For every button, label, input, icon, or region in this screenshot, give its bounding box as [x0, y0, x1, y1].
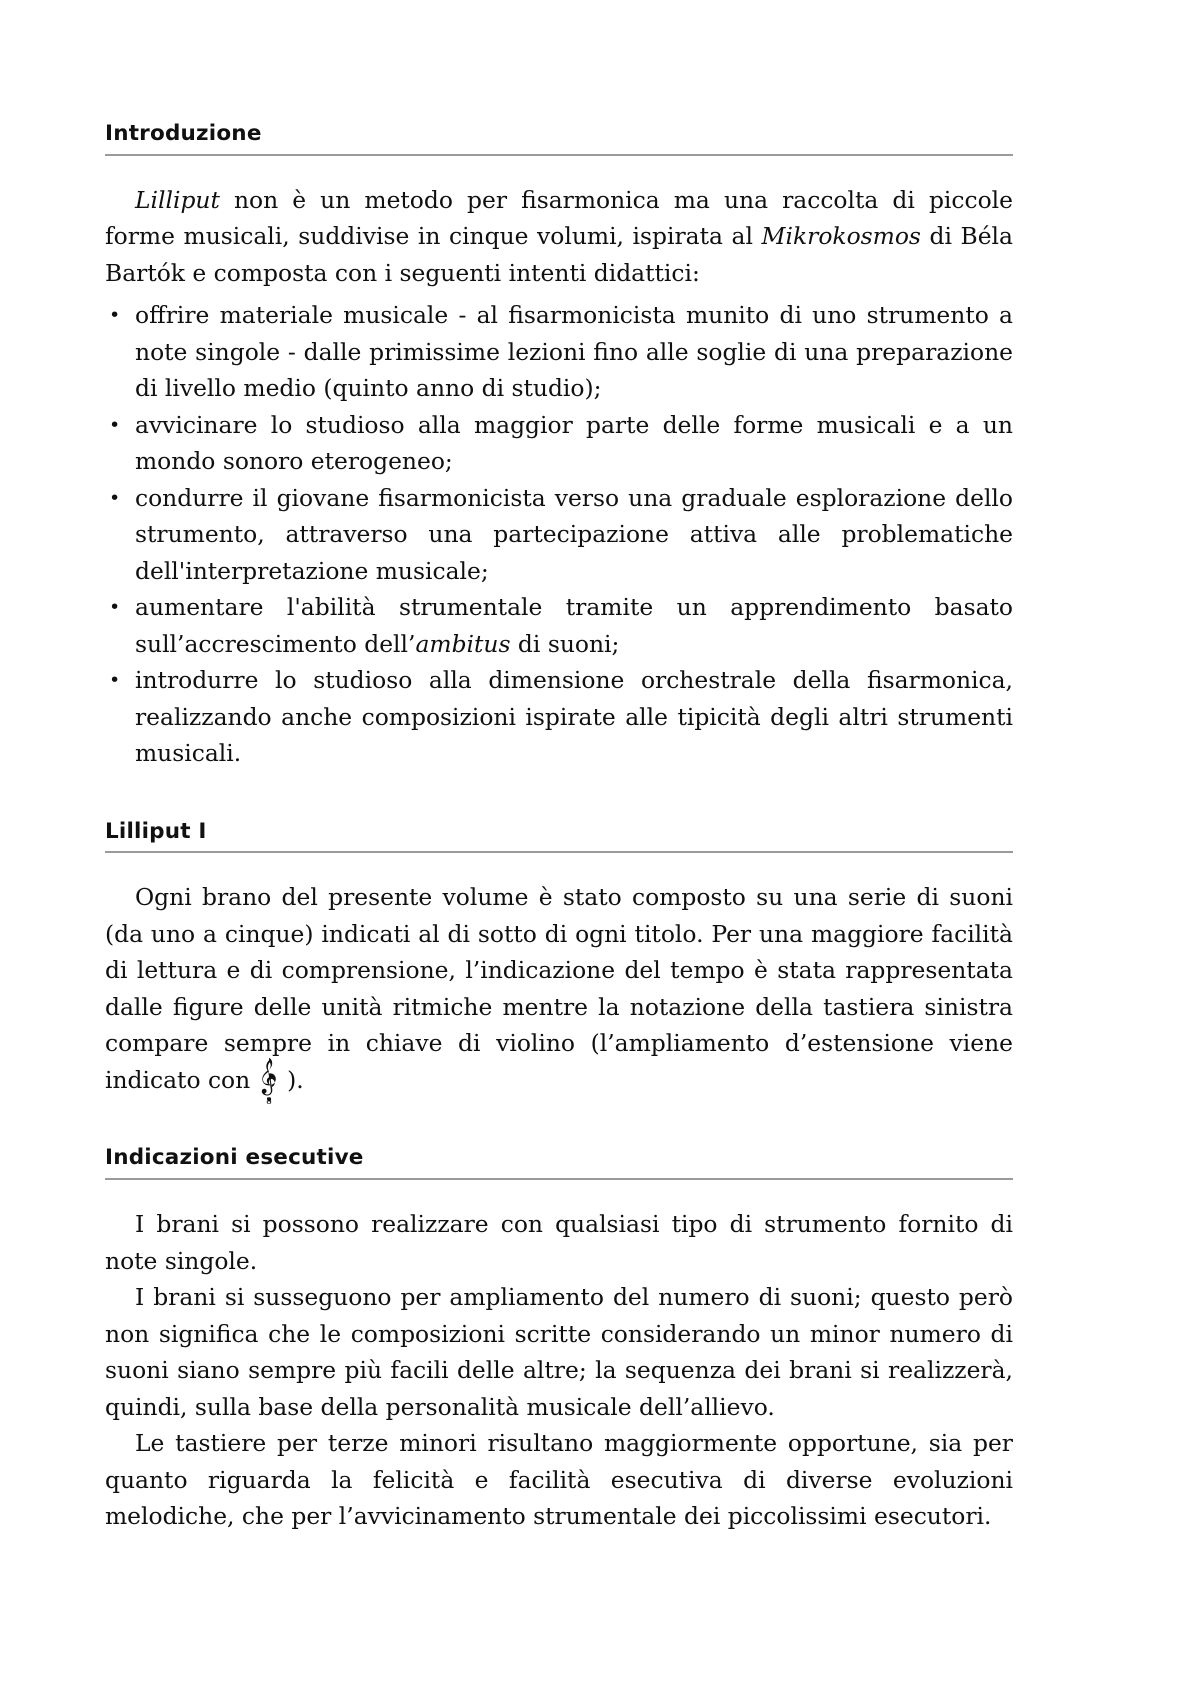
heading-lilliput-i: Lilliput I: [105, 820, 1013, 854]
spacer: [105, 1098, 1013, 1132]
heading-indicazioni-esecutive: Indicazioni esecutive: [105, 1146, 1013, 1180]
list-item-text: offrire materiale musicale - al fisarmonicista munito di uno strumento a note singole - dalle primissime lezioni fino alle soglie di una preparazione di livello medio (quinto anno di studio);: [135, 301, 1013, 403]
bullet-icon: •: [109, 669, 121, 692]
list-item-text-part-1: aumentare l'abilità strumentale tramite un apprendimento basato sull’accrescimento dell’: [135, 593, 1013, 658]
list-item-text: introdurre lo studioso alla dimensione orchestrale della fisarmonica, realizzando anche composizioni ispirate alle tipicità degli altri strumenti musicali.: [135, 666, 1013, 768]
bullet-icon: •: [109, 486, 121, 509]
list-item-text-part-2: di suoni;: [510, 629, 620, 658]
spacer: [105, 853, 1013, 879]
list-item-offrire: [105, 297, 1013, 407]
list-item-text: condurre il giovane fisarmonicista verso una graduale esplorazione dello strumento, attraverso una partecipazione attiva alle problematiche dell'interpretazione musicale;: [135, 483, 1013, 585]
bullet-icon: •: [109, 413, 121, 436]
heading-introduzione: Introduzione: [105, 122, 1013, 156]
list-item-text: avvicinare lo studioso alla maggior parte delle forme musicali e a un mondo sonoro eterogeneo;: [135, 410, 1013, 476]
lilliput-text-after-clef: ).: [279, 1065, 304, 1094]
italic-ambitus: ambitus: [415, 629, 511, 658]
paragraph-indicazioni-1: I brani si possono realizzare con qualsiasi tipo di strumento fornito di note singole.: [105, 1210, 1013, 1275]
list-item-introdurre: [105, 662, 1013, 772]
list-item-avvicinare: [105, 407, 1013, 480]
page-content: [105, 122, 1013, 1535]
intro-text-part-1: non è un metodo per fisarmonica ma una raccolta di piccole forme musicali, suddivise in cinque volumi, ispirata al: [105, 185, 1013, 251]
paragraph-indicazioni-3: Le tastiere per terze minori risultano maggiormente opportune, sia per quanto riguarda la felicità e facilità esecutiva di diverse evoluzioni melodiche, che per l’avvicinamento strumentale dei piccolissimi esecutori.: [105, 1429, 1013, 1531]
lilliput-text-before-clef: Ogni brano del presente volume è stato composto su una serie di suoni (da uno a cinque) indicati al di sotto di ogni titolo. Per una maggiore facilità di lettura e di comprensione, l’indicazione del tempo è stata rappresentata dalle figure delle unità ritmiche mentre la notazione della tastiera sinistra compare sempre in chiave di violino (l’ampliamento d’estensione viene indicato con: [105, 883, 1013, 1094]
intent-bullet-list: [105, 297, 1013, 772]
list-item-aumentare: [105, 589, 1013, 662]
list-item-condurre: [105, 480, 1013, 590]
spacer: [105, 1180, 1013, 1206]
paragraph-lilliput-i: [105, 879, 1013, 1104]
spacer: [105, 806, 1013, 820]
spacer: [105, 156, 1013, 182]
intro-text-part-2: di Béla Bartók e composta con i seguenti intenti didattici:: [105, 222, 1013, 287]
italic-mikrokosmos: Mikrokosmos: [761, 222, 921, 251]
spacer: [105, 772, 1013, 806]
paragraph-intro: [105, 182, 1013, 292]
paragraph-indicazioni-2: I brani si susseguono per ampliamento del numero di suoni; questo però non significa che le composizioni scritte considerando un minor numero di suoni siano sempre più facili delle altre; la sequenza dei brani si realizzerà, quindi, sulla base della personalità musicale dell’allievo.: [105, 1283, 1013, 1421]
bullet-icon: •: [109, 596, 121, 619]
svg-text:8: 8: [265, 1096, 272, 1104]
italic-lilliput: Lilliput: [135, 185, 220, 214]
bullet-icon: •: [109, 304, 121, 327]
spacer: [105, 1132, 1013, 1146]
